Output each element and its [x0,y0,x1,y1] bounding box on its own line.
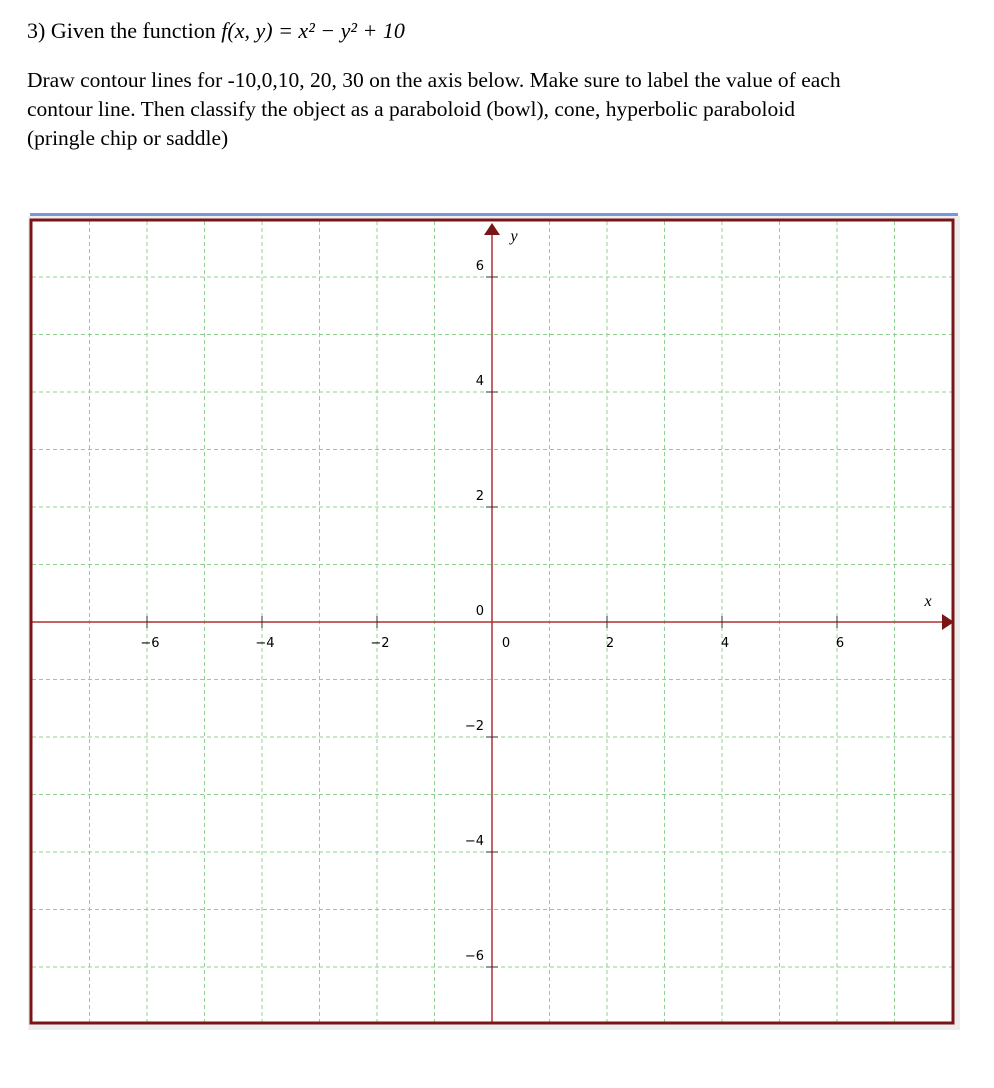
x-tick-label: 2 [605,636,615,651]
x-axis-label: x [924,593,932,610]
top-rule [30,213,958,216]
y-tick-label: −6 [464,949,484,964]
y-tick-label: 0 [475,604,484,619]
y-axis-label: y [510,228,518,245]
x-tick-label: 4 [720,636,730,651]
x-tick-label: −6 [140,636,160,651]
y-tick-label: −2 [464,719,484,734]
instruction-line-3: (pringle chip or saddle) [27,126,229,150]
x-tick-label: 0 [501,636,511,651]
y-tick-label: −4 [464,834,484,849]
y-tick-label: 6 [475,259,484,274]
x-tick-label: −4 [255,636,275,651]
y-tick-label: 2 [475,489,484,504]
x-tick-label: 6 [835,636,845,651]
y-tick-label: 4 [475,374,484,389]
function-expression: f(x, y) = x² − y² + 10 [221,18,405,43]
question-number: 3) Given the function [27,18,216,43]
instruction-line-2: contour line. Then classify the object as a paraboloid (bowl), cone, hyperbolic paraboloid [27,97,795,121]
instruction-line-1: Draw contour lines for -10,0,10, 20, 30 on the axis below. Make sure to label the value of each [27,68,841,92]
x-tick-label: −2 [370,636,390,651]
